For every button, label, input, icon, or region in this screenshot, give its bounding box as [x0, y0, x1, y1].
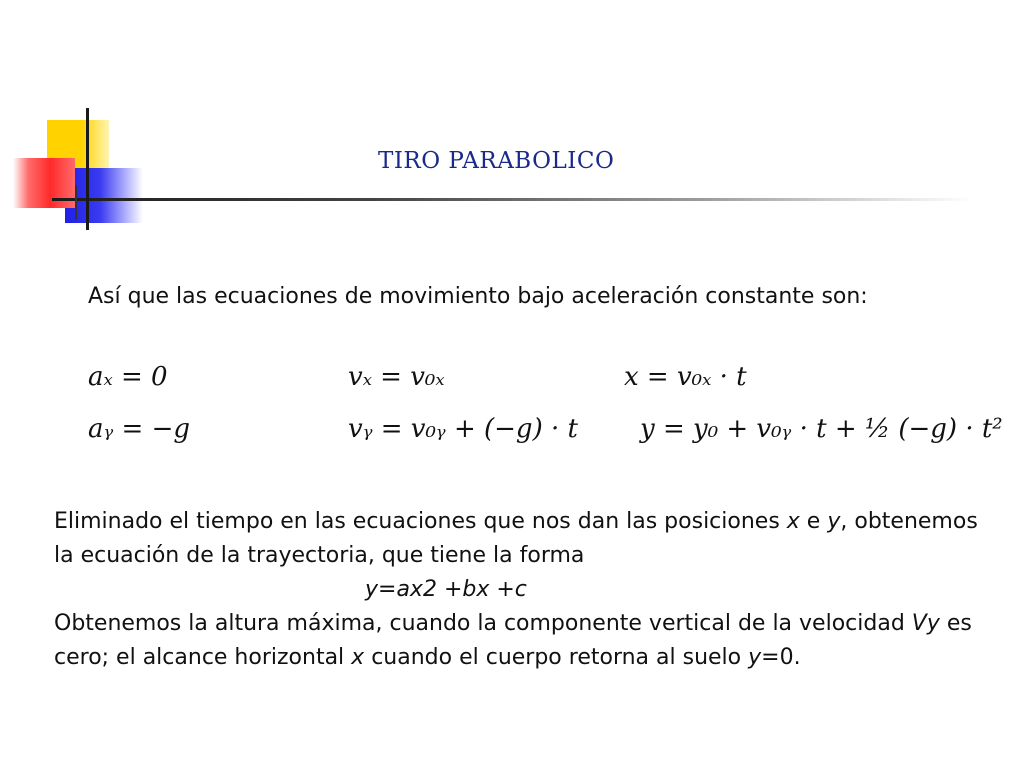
vertical-rule [86, 108, 89, 230]
intro-text: Así que las ecuaciones de movimiento bajo aceleración constante son: [88, 284, 868, 309]
horizontal-rule [52, 198, 972, 201]
decorative-logo [0, 0, 1024, 240]
variable-y: y [827, 509, 841, 534]
equation-ax: aₓ = 0 [88, 362, 168, 392]
paragraph-max-height: Obtenemos la altura máxima, cuando la componente vertical de la velocidad Vy es cero; el alcance horizontal x cuando el cuerpo retorna al suelo y=0. [54, 611, 972, 670]
vertical-rule-secondary [75, 185, 77, 220]
variable-x: x [786, 509, 800, 534]
variable-vy: Vy [911, 611, 940, 636]
variable-x: x [351, 645, 365, 670]
equation-x: x = v₀ₓ · t [624, 362, 747, 392]
trajectory-formula: y=ax2 +bx +c [365, 577, 527, 602]
slide-title: TIRO PARABOLICO [378, 148, 615, 174]
variable-y: y [748, 645, 762, 670]
equation-y: y = y₀ + v₀ᵧ · t + ½ (−g) · t² [640, 414, 1003, 444]
equation-vx: vₓ = v₀ₓ [348, 362, 445, 392]
equation-vy: vᵧ = v₀ᵧ + (−g) · t [348, 414, 578, 444]
equation-row-x [0, 362, 1024, 408]
paragraph-trajectory: Eliminado el tiempo en las ecuaciones que nos dan las posiciones x e y, obtenemos la ecuación de la trayectoria, que tiene la forma [54, 509, 978, 568]
body-text [54, 505, 984, 675]
equation-ay: aᵧ = −g [88, 414, 191, 444]
equation-row-y [0, 414, 1024, 460]
